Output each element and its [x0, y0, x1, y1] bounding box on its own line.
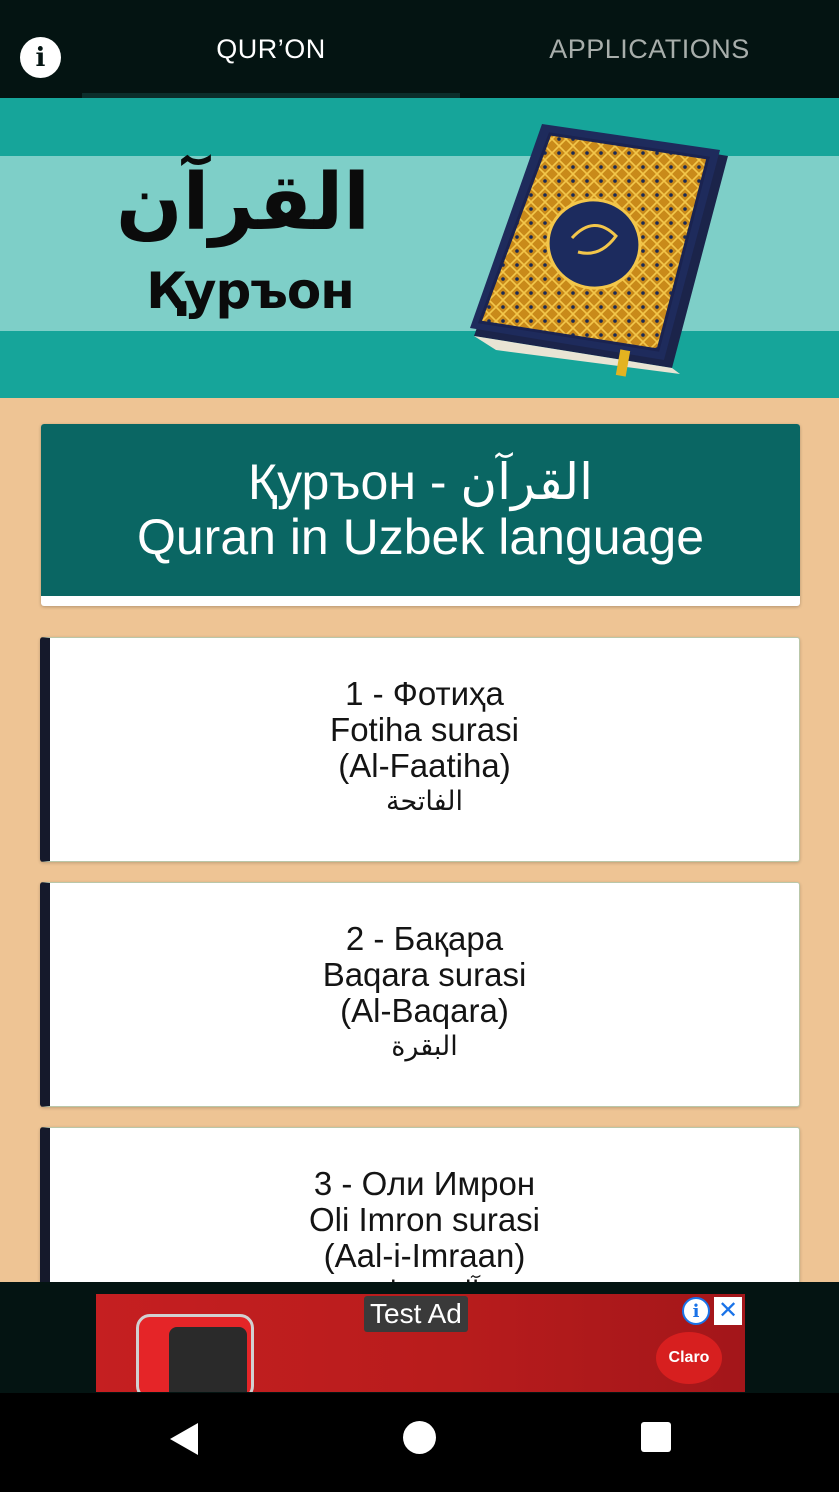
ad-phone-image — [136, 1314, 254, 1392]
home-icon[interactable] — [403, 1421, 436, 1454]
app-banner — [0, 98, 839, 398]
tab-quron-label: QUR’ON — [216, 33, 326, 64]
tab-applications[interactable] — [460, 0, 839, 98]
system-nav-bar — [0, 1393, 839, 1492]
tab-applications-label: APPLICATIONS — [549, 33, 750, 64]
sura-arabic-name: البقرة — [391, 1031, 458, 1062]
recents-icon[interactable] — [641, 1422, 671, 1452]
sura-title: 1 - Фотиҳа — [345, 675, 504, 712]
sura-latin-name: Fotiha surasi — [330, 711, 519, 748]
header-title-line2: Quran in Uzbek language — [136, 509, 705, 565]
ad-close-icon[interactable]: ✕ — [714, 1297, 742, 1325]
quran-book-image — [468, 118, 730, 383]
top-tab-bar — [0, 0, 839, 98]
sura-title: 2 - Бақара — [345, 920, 504, 957]
back-icon[interactable] — [170, 1423, 198, 1455]
logo-arabic-text: القرآن — [116, 158, 370, 248]
ad-brand-logo: Claro — [656, 1332, 722, 1384]
ad-label: Test Ad — [364, 1296, 468, 1332]
sura-transliteration: (Al-Faatiha) — [338, 747, 511, 784]
header-card — [41, 424, 800, 606]
tab-quron[interactable] — [82, 0, 460, 98]
ad-banner[interactable] — [96, 1294, 745, 1392]
ad-info-icon[interactable]: i — [682, 1297, 710, 1325]
ad-phone-screen — [169, 1327, 247, 1392]
sura-latin-name: Baqara surasi — [322, 956, 527, 993]
info-icon[interactable]: i — [20, 37, 61, 78]
logo-cyrillic-text: Қуръон — [146, 262, 354, 320]
header-title-block — [41, 424, 800, 596]
sura-arabic-name: الفاتحة — [385, 786, 464, 817]
sura-list-item[interactable] — [40, 637, 800, 862]
ad-banner-bar — [0, 1282, 839, 1393]
sura-list-item[interactable] — [40, 882, 800, 1107]
sura-transliteration: (Aal-i-Imraan) — [323, 1237, 526, 1274]
sura-transliteration: (Al-Baqara) — [340, 992, 509, 1029]
header-title-line1: Қуръон - القرآن — [247, 454, 594, 510]
sura-title: 3 - Оли Имрон — [313, 1165, 536, 1202]
sura-latin-name: Oli Imron surasi — [308, 1201, 541, 1238]
